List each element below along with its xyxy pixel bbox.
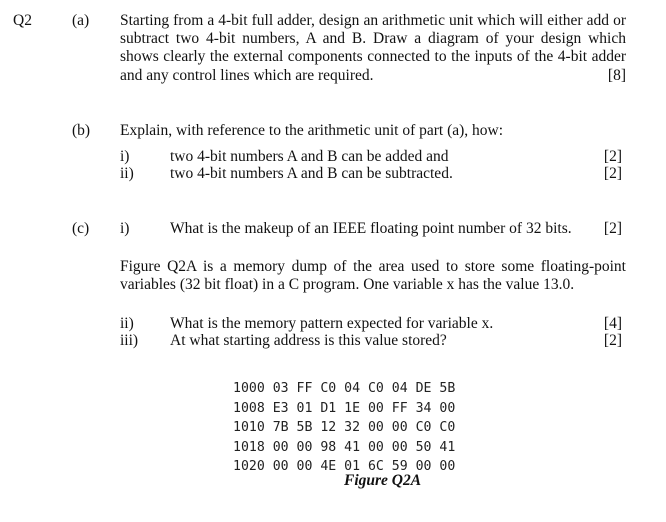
part-b-item-2-numeral: ii)	[120, 165, 134, 182]
part-a-label: (a)	[72, 12, 90, 29]
memory-dump-line: 1018 00 00 98 41 00 00 50 41	[233, 439, 456, 455]
part-c-item-2-numeral: ii)	[120, 315, 134, 332]
memory-dump-line: 1010 7B 5B 12 32 00 00 C0 C0	[233, 420, 456, 435]
part-c-item-1-numeral: i)	[120, 220, 130, 237]
part-c-item-3-text: At what starting address is this value stored?	[170, 332, 447, 349]
part-c-item-2-marks: [4]	[603, 315, 622, 332]
memory-dump	[233, 379, 455, 477]
part-c-label: (c)	[72, 220, 90, 237]
part-a-text: Starting from a 4-bit full adder, design an arithmetic unit which will either add or subtract two 4-bit numbers, A and B. Draw a diagram of your design which shows clearly the external components connected to the inputs of the 4-bit adder and any control lines which are required.	[120, 12, 626, 84]
memory-dump-line: 1000 03 FF C0 04 C0 04 DE 5B	[233, 381, 456, 396]
memory-dump-line: 1020 00 00 4E 01 6C 59 00 00	[233, 459, 456, 474]
part-c-paragraph: Figure Q2A is a memory dump of the area used to store some floating-point variables (32 bit float) in a C program. One variable x has the value 13.0.	[120, 258, 626, 294]
part-b-item-1-text: two 4-bit numbers A and B can be added and	[170, 148, 449, 165]
memory-dump-line: 1008 E3 01 D1 1E 00 FF 34 00	[233, 400, 456, 416]
figure-caption: Figure Q2A	[344, 472, 422, 489]
part-b-intro: Explain, with reference to the arithmetic unit of part (a), how:	[120, 122, 504, 139]
part-c-item-2-text: What is the memory pattern expected for variable x.	[170, 315, 494, 332]
part-c-item-1-text: What is the makeup of an IEEE floating point number of 32 bits.	[170, 220, 572, 237]
part-b-item-1-numeral: i)	[120, 148, 130, 165]
part-b-item-1-marks: [2]	[603, 148, 622, 165]
part-c-item-1-marks: [2]	[603, 220, 622, 237]
part-b-item-2-marks: [2]	[603, 165, 622, 182]
question-number: Q2	[13, 12, 32, 29]
part-a-marks: [8]	[607, 67, 626, 84]
part-b-item-2-text: two 4-bit numbers A and B can be subtracted.	[170, 165, 453, 182]
part-c-item-3-numeral: iii)	[120, 332, 139, 349]
part-b-label: (b)	[72, 122, 91, 139]
part-c-item-3-marks: [2]	[603, 332, 622, 349]
